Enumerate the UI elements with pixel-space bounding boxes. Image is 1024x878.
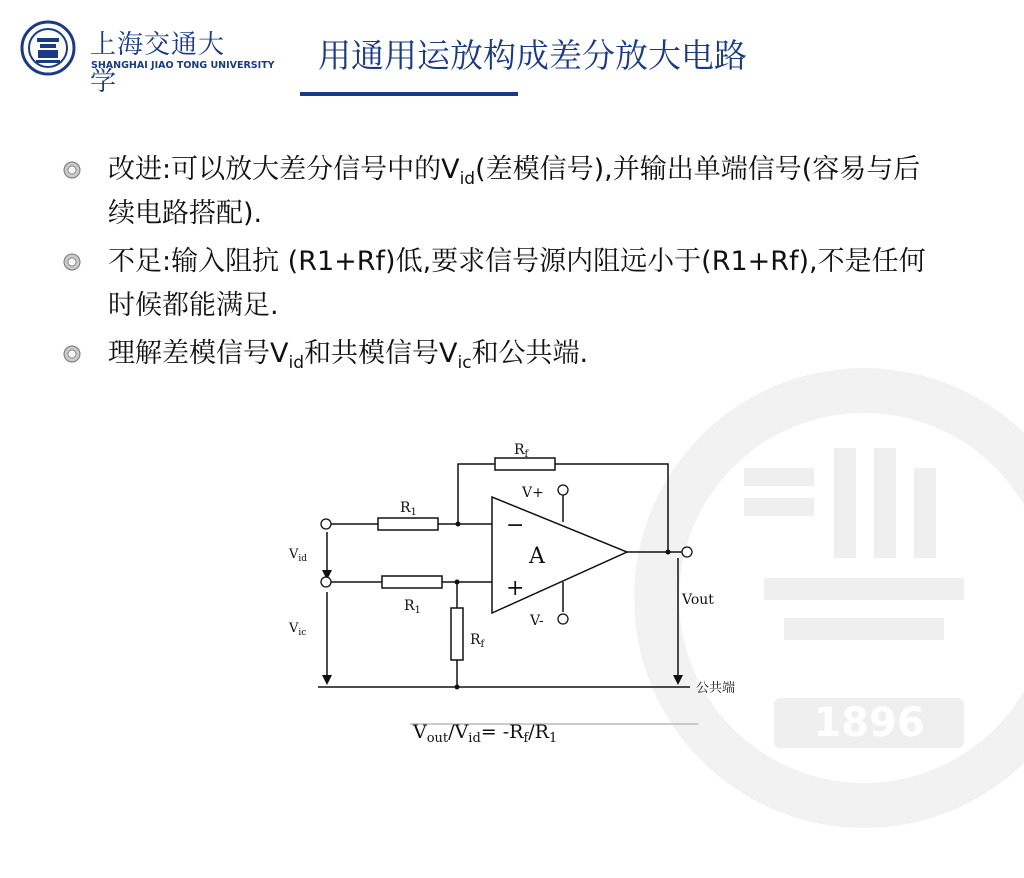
bullet-1-text-b: (差模信号),并输出单端信号(容易与后续电路搭配). xyxy=(108,154,921,229)
label-vminus: V- xyxy=(530,613,544,629)
label-common-terminal: 公共端 xyxy=(696,681,736,696)
bullet-3-text-a: 理解差模信号V xyxy=(108,338,289,369)
university-logo xyxy=(20,20,275,97)
label-rf-bottom: $R_f$ xyxy=(470,632,485,650)
slide-title: 用通用运放构成差分放大电路 xyxy=(318,36,747,75)
bullet-understanding xyxy=(62,332,942,376)
bullet-3-sub-a: id xyxy=(288,353,304,373)
differential-amplifier-circuit xyxy=(280,440,780,760)
label-plus-sign: + xyxy=(506,576,525,601)
terminal-vplus xyxy=(558,485,568,495)
terminal-input-bottom xyxy=(321,577,331,587)
terminal-input-top xyxy=(321,519,331,529)
bullet-3-sub-b: ic xyxy=(457,353,472,373)
label-amp: A xyxy=(529,544,545,569)
gain-formula: $V_{out}/V_{id}= -R_f/R_1$ xyxy=(413,721,558,746)
resistor-r1-top xyxy=(378,518,438,530)
logo-chinese-name: 上海交通大学 xyxy=(90,30,226,97)
label-vid: $V_{id}$ xyxy=(289,547,308,564)
bullet-gear-icon xyxy=(62,344,82,364)
bullet-1-text-a: 改进:可以放大差分信号中的V xyxy=(108,154,460,185)
label-r1-top: $R_1$ xyxy=(400,500,417,518)
terminal-output xyxy=(682,547,692,557)
label-vic: $V_{ic}$ xyxy=(289,621,307,638)
resistor-rf-bottom xyxy=(451,608,463,660)
university-seal-icon xyxy=(20,20,76,76)
feedback-wire xyxy=(458,464,495,524)
terminal-vminus xyxy=(558,614,568,624)
resistor-r1-bottom xyxy=(382,576,442,588)
bullet-gear-icon xyxy=(62,160,82,180)
vic-arrowhead xyxy=(322,675,332,685)
title-underline xyxy=(300,92,518,96)
label-r1-bottom: $R_1$ xyxy=(404,598,421,616)
bullet-2-text: 不足:输入阻抗 (R1+Rf)低,要求信号源内阻远小于(R1+Rf),不是任何时候都能满足. xyxy=(108,246,926,321)
label-vout: Vout xyxy=(682,592,714,608)
bullet-shortcoming xyxy=(62,240,942,328)
label-rf-top: $R_f$ xyxy=(514,442,529,460)
watermark-year: 1896 xyxy=(813,700,925,746)
label-minus-sign: − xyxy=(506,513,525,538)
bullet-list xyxy=(62,148,942,380)
node-dot xyxy=(455,580,460,585)
bullet-1-sub: id xyxy=(459,169,476,189)
node-dot xyxy=(455,685,460,690)
logo-english-name: SHANGHAI JIAO TONG UNIVERSITY xyxy=(91,60,275,71)
node-dot xyxy=(456,522,461,527)
vout-arrowhead xyxy=(673,675,683,685)
bullet-3-text-b: 和共模信号V xyxy=(304,338,458,369)
bullet-gear-icon xyxy=(62,252,82,272)
bullet-3-text-c: 和公共端. xyxy=(471,338,589,369)
label-vplus: V+ xyxy=(522,485,544,501)
bullet-improvement xyxy=(62,148,942,236)
node-dot xyxy=(666,550,671,555)
